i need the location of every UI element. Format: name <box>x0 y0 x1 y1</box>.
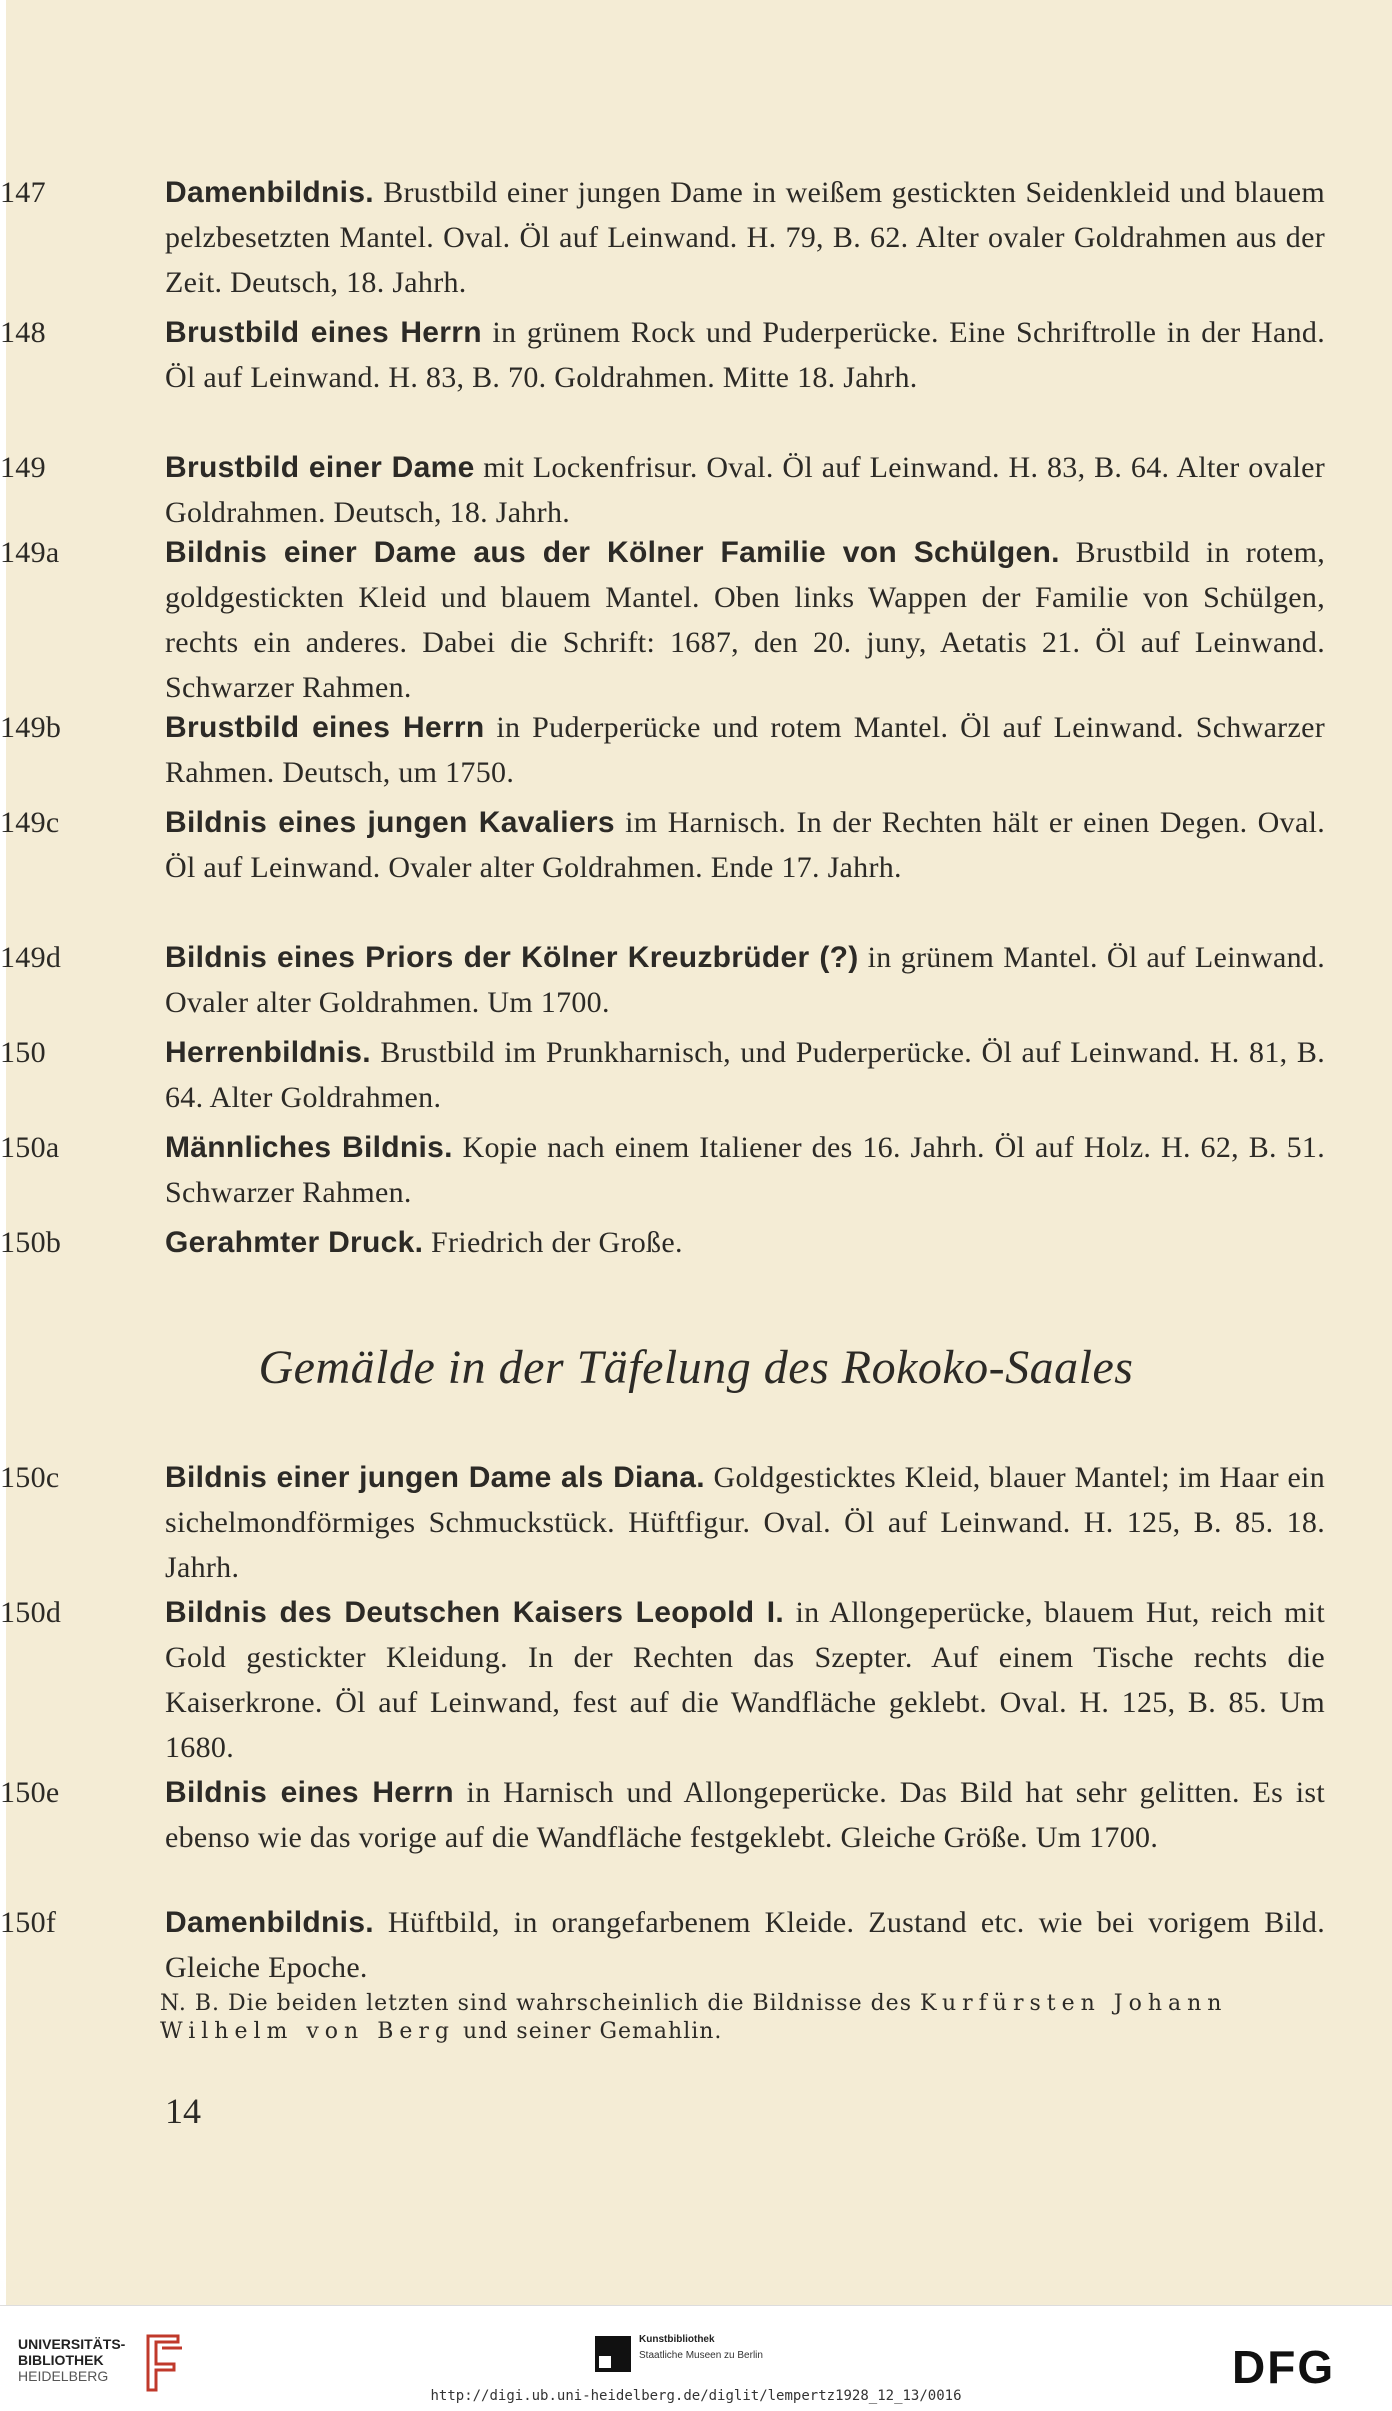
entry-description: in Puderperücke und rotem Mantel. Öl auf Leinwand. Schwarzer Rahmen. Deutsch, um 1750. <box>165 711 1325 789</box>
catalog-entry-150b <box>0 1220 1325 1265</box>
entry-title: Bildnis eines jungen Kavaliers <box>165 806 615 839</box>
dfg-logo[interactable]: DFG <box>1232 2341 1336 2393</box>
entry-title: Brustbild eines Herrn <box>165 711 485 744</box>
entry-number: 149c <box>0 806 60 839</box>
entry-description: Kopie nach einem Italiener des 16. Jahrh. Öl auf Holz. H. 62, B. 51. Schwarzer Rahmen. <box>165 1131 1325 1209</box>
entry-description: Friedrich der Große. <box>423 1226 683 1259</box>
viewer-footer <box>0 2305 1392 2411</box>
catalog-entry-150c <box>0 1455 1325 1590</box>
entry-number: 150 <box>0 1036 46 1069</box>
entry-description: in grünem Mantel. Öl auf Leinwand. Ovaler alter Goldrahmen. Um 1700. <box>165 941 1325 1019</box>
kunstbibliothek-icon <box>595 2336 631 2372</box>
entry-title: Bildnis einer jungen Dame als Diana. <box>165 1461 705 1494</box>
entry-number: 148 <box>0 316 46 349</box>
entry-number: 150b <box>0 1226 62 1259</box>
entry-title: Brustbild einer Dame <box>165 451 475 484</box>
catalog-entry-150f <box>0 1900 1325 1990</box>
entry-number: 150f <box>0 1906 57 1939</box>
page-number: 14 <box>165 2091 201 2131</box>
entry-description: Hüftbild, in orangefarbenem Kleide. Zustand etc. wie bei vorigem Bild. Gleiche Epoche. <box>165 1906 1325 1984</box>
catalog-entry-149a <box>0 530 1325 710</box>
entry-title: Bildnis eines Priors der Kölner Kreuzbrüder (?) <box>165 941 859 974</box>
footnote-names: Kurfürsten Johann Wilhelm von Berg <box>160 1991 1228 2044</box>
entry-description: in Allongeperücke, blauem Hut, reich mit Gold gestickter Kleidung. In der Rechten das Szepter. Auf einem Tische rechts die Kaiserkrone. Öl auf Leinwand, fest auf die Wandfläche geklebt. Oval. H. 125, B. 85. Um 1680. <box>165 1596 1325 1764</box>
entry-title: Bildnis des Deutschen Kaisers Leopold I. <box>165 1596 784 1629</box>
ub-logo-line2: BIBLIOTHEK <box>18 2352 104 2368</box>
catalog-entry-149b <box>0 705 1325 795</box>
entry-title: Damenbildnis. <box>165 176 374 209</box>
catalog-entry-148 <box>0 310 1325 400</box>
ub-mark-icon <box>138 2330 188 2396</box>
entry-number: 149b <box>0 711 62 744</box>
catalog-entry-150 <box>0 1030 1325 1120</box>
entry-title: Herrenbildnis. <box>165 1036 371 1069</box>
catalog-entry-147 <box>0 170 1325 305</box>
entry-description: im Harnisch. In der Rechten hält er einen Degen. Oval. Öl auf Leinwand. Ovaler alter Goldrahmen. Ende 17. Jahrh. <box>165 806 1325 884</box>
catalog-entry-150e <box>0 1770 1325 1860</box>
entry-number: 149a <box>0 536 60 569</box>
entry-number: 150a <box>0 1131 60 1164</box>
entry-description: in Harnisch und Allongeperücke. Das Bild hat sehr gelitten. Es ist ebenso wie das vorige auf die Wandfläche festgeklebt. Gleiche Größe. Um 1700. <box>165 1776 1325 1854</box>
permalink-url[interactable]: http://digi.ub.uni-heidelberg.de/diglit/lempertz1928_12_13/0016 <box>430 2388 962 2404</box>
ub-logo-line3: HEIDELBERG <box>18 2368 109 2384</box>
ub-logo-text <box>18 2336 248 2384</box>
footnote-prefix: N. B. Die beiden letzten sind wahrscheinlich die Bildnisse des <box>160 1991 920 2016</box>
catalog-entry-149 <box>0 445 1325 535</box>
entry-description: in grünem Rock und Puderperücke. Eine Schriftrolle in der Hand. Öl auf Leinwand. H. 83, B. 70. Goldrahmen. Mitte 18. Jahrh. <box>165 316 1325 394</box>
entry-title: Gerahmter Druck. <box>165 1226 424 1259</box>
kb-line2: Staatliche Museen zu Berlin <box>639 2350 763 2361</box>
entry-number: 147 <box>0 176 46 209</box>
entry-description: Brustbild in rotem, goldgestickten Kleid und blauem Mantel. Oben links Wappen der Familie von Schülgen, rechts ein anderes. Dabei die Schrift: 1687, den 20. juny, Aetatis 21. Öl auf Leinwand. Schwarzer Rahmen. <box>165 536 1325 704</box>
entry-title: Damenbildnis. <box>165 1906 374 1939</box>
ub-logo-line1: UNIVERSITÄTS- <box>18 2336 126 2352</box>
entry-number: 149d <box>0 941 62 974</box>
entry-title: Brustbild eines Herrn <box>165 316 482 349</box>
entry-title: Bildnis einer Dame aus der Kölner Familie von Schülgen. <box>165 536 1060 569</box>
entry-description: Brustbild einer jungen Dame in weißem gestickten Seidenkleid und blauem pelzbesetzten Mantel. Oval. Öl auf Leinwand. H. 79, B. 62. Alter ovaler Goldrahmen aus der Zeit. Deutsch, 18. Jahrh. <box>165 176 1325 299</box>
catalog-entry-150a <box>0 1125 1325 1215</box>
catalog-entry-149c <box>0 800 1325 890</box>
catalog-entry-150d <box>0 1590 1325 1770</box>
entry-number: 150c <box>0 1461 60 1494</box>
entry-title: Bildnis eines Herrn <box>165 1776 454 1809</box>
entry-number: 149 <box>0 451 46 484</box>
catalog-entry-149d <box>0 935 1325 1025</box>
kunstbibliothek-logo[interactable] <box>595 2334 855 2374</box>
footnote-suffix: und seiner Gemahlin. <box>455 2019 723 2044</box>
kb-line1: Kunstbibliothek <box>639 2334 715 2345</box>
entry-description: Goldgesticktes Kleid, blauer Mantel; im Haar ein sichelmondförmiges Schmuckstück. Hüftfigur. Oval. Öl auf Leinwand. H. 125, B. 85. 18. Jahrh. <box>165 1461 1325 1584</box>
section-heading: Gemälde in der Täfelung des Rokoko-Saales <box>258 1341 1134 1394</box>
entry-description: Brustbild im Prunkharnisch, und Puderperücke. Öl auf Leinwand. H. 81, B. 64. Alter Goldrahmen. <box>165 1036 1325 1114</box>
footnote <box>160 1990 1325 2046</box>
entry-title: Männliches Bildnis. <box>165 1131 453 1164</box>
ub-heidelberg-logo[interactable] <box>18 2336 248 2396</box>
entry-number: 150d <box>0 1596 62 1629</box>
entry-description: mit Lockenfrisur. Oval. Öl auf Leinwand. H. 83, B. 64. Alter ovaler Goldrahmen. Deutsch, 18. Jahrh. <box>165 451 1325 529</box>
entry-number: 150e <box>0 1776 60 1809</box>
